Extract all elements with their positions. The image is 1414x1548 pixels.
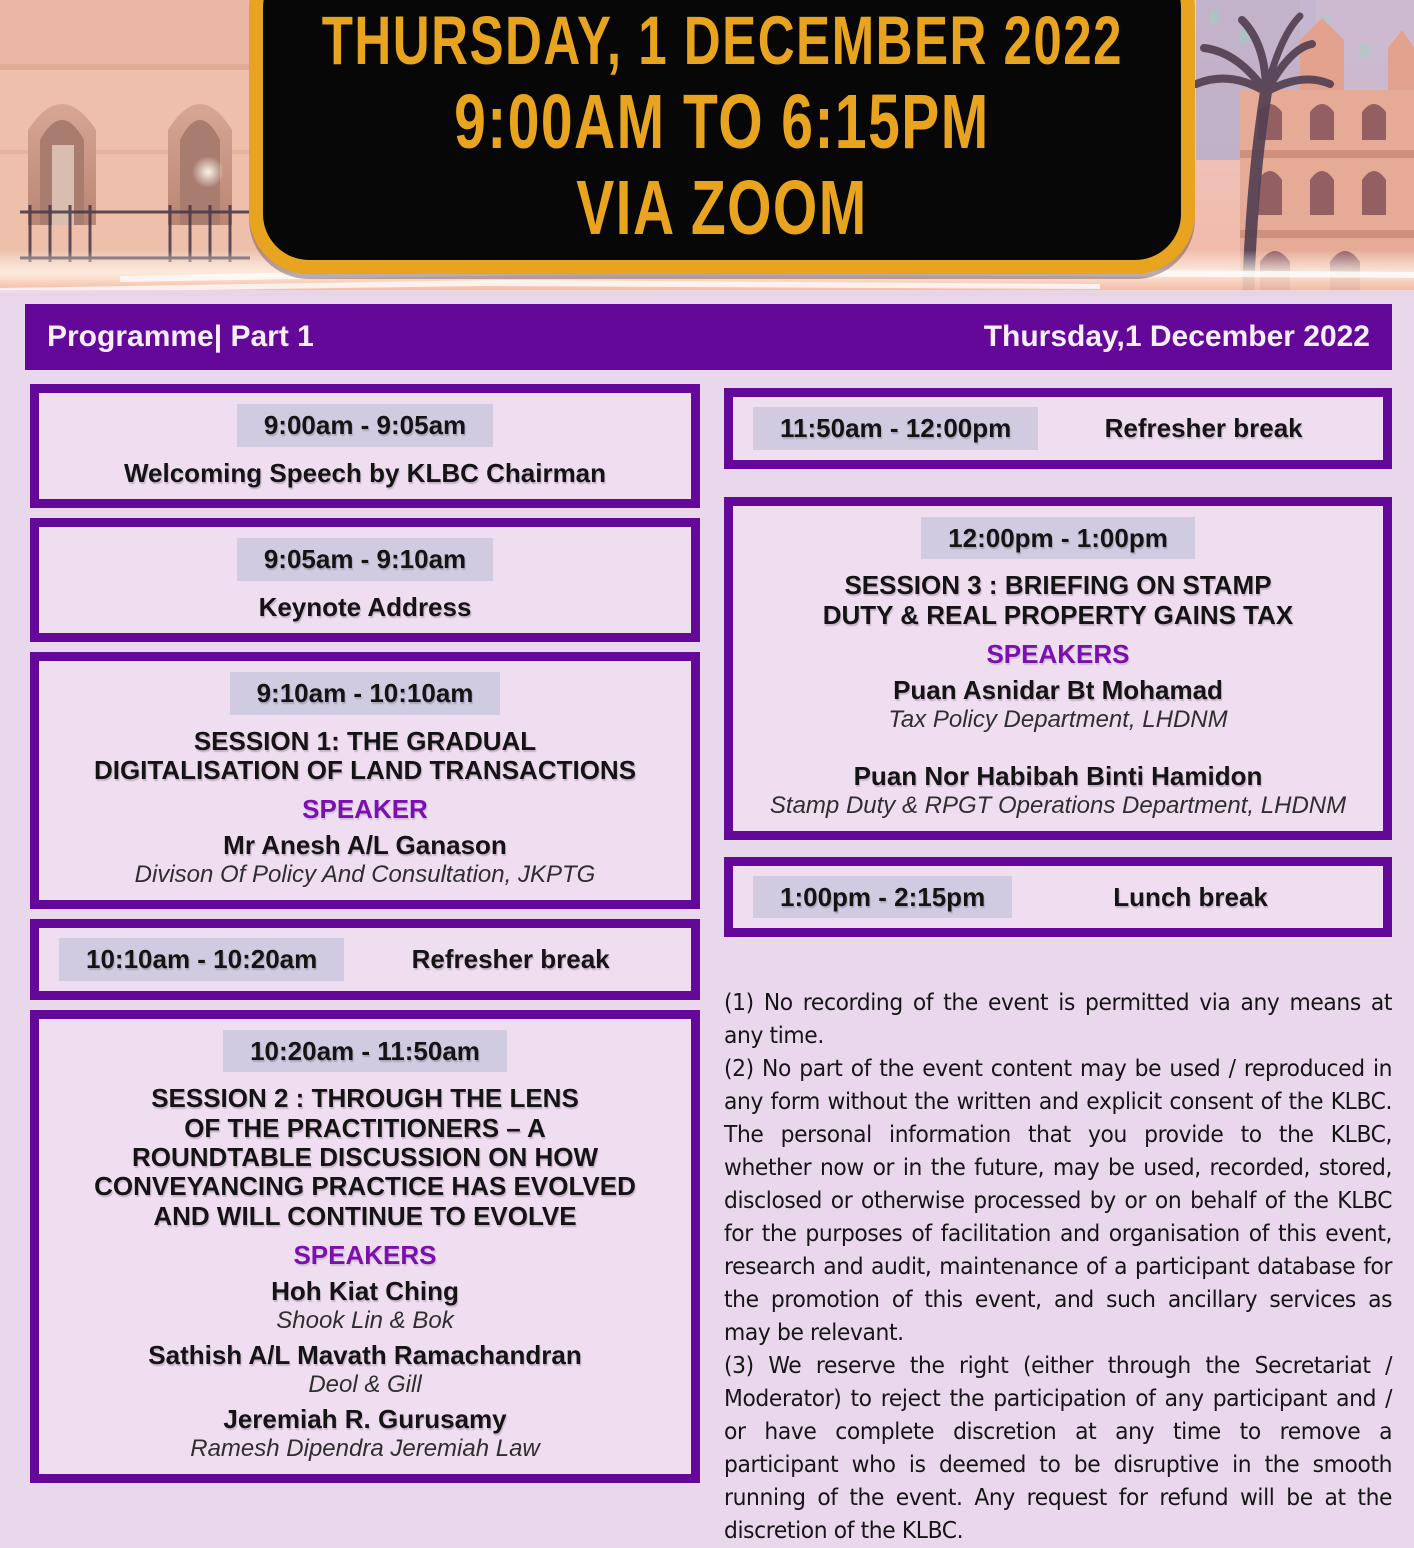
speaker-block xyxy=(749,762,1367,820)
speaker-block xyxy=(55,1277,675,1335)
time-pill: 9:10am - 10:10am xyxy=(230,672,501,715)
time-pill: 10:20am - 11:50am xyxy=(223,1030,507,1073)
speaker-block xyxy=(55,1405,675,1463)
speaker-name: Jeremiah R. Gurusamy xyxy=(223,1404,507,1435)
time-pill: 1:00pm - 2:15pm xyxy=(753,876,1012,919)
note-paragraph: (2) No part of the event content may be used / reproduced in any form without the written and explicit consent of the KLBC. The personal information that you provide to the KLBC, whether now or in the future, may be used, recorded, stored, disclosed or otherwise processed by or on behalf of the KLBC for the purposes of facilitation and organisation of this event, research and audit, maintenance of a participant database for the promotion of this event, and such ancillary services as may be relevant. xyxy=(724,1056,1393,1347)
speaker-name: Puan Asnidar Bt Mohamad xyxy=(893,674,1223,705)
time-pill: 12:00pm - 1:00pm xyxy=(921,517,1195,560)
speaker-affiliation: Stamp Duty & RPGT Operations Department, LHDNM xyxy=(769,791,1347,819)
session-title: SESSION 3 : BRIEFING ON STAMP DUTY & REAL PROPERTY GAINS TAX xyxy=(822,570,1294,630)
speakers-label: SPEAKERS xyxy=(986,638,1130,669)
session-title: Keynote Address xyxy=(258,591,472,622)
speaker-name: Puan Nor Habibah Binti Hamidon xyxy=(853,760,1263,791)
break-label: Refresher break xyxy=(411,943,610,974)
session-title: Welcoming Speech by KLBC Chairman xyxy=(123,457,607,488)
banner-platform-text: VIA ZOOM xyxy=(576,165,868,251)
time-pill: 9:05am - 9:10am xyxy=(237,538,493,581)
programme-date: Thursday,1 December 2022 xyxy=(983,320,1370,353)
notes-block xyxy=(724,987,1392,1548)
schedule-box xyxy=(30,518,700,642)
break-label: Refresher break xyxy=(1104,412,1303,443)
banner-platform-line xyxy=(525,165,919,251)
speaker-affiliation: Shook Lin & Bok xyxy=(276,1307,454,1335)
speakers-list xyxy=(55,1277,675,1463)
banner-time-line xyxy=(360,79,1084,165)
speakers-list xyxy=(749,676,1367,820)
speakers-list xyxy=(55,831,675,889)
schedule-box xyxy=(30,652,700,909)
schedule-box xyxy=(724,497,1392,840)
programme-title: Programme| Part 1 xyxy=(47,320,314,353)
note-paragraph: (3) We reserve the right (either through the Secretariat / Moderator) to reject the participation of any participant and / or have complete discretion at any time to remove a participant who is deemed to be disruptive in the smooth running of the event. Any request for refund will be at the discretion of the KLBC. xyxy=(724,1353,1393,1545)
note-paragraph: (1) No recording of the event is permitted via any means at any time. xyxy=(724,990,1393,1050)
speaker-name: Hoh Kiat Ching xyxy=(271,1276,459,1307)
time-pill: 10:10am - 10:20am xyxy=(59,938,344,981)
speaker-affiliation: Divison Of Policy And Consultation, JKPTG xyxy=(134,861,596,889)
speaker-name: Sathish A/L Mavath Ramachandran xyxy=(148,1340,582,1371)
banner-time-text: 9:00AM TO 6:15PM xyxy=(454,79,990,165)
speaker-affiliation: Ramesh Dipendra Jeremiah Law xyxy=(190,1435,540,1463)
speakers-label: SPEAKER xyxy=(302,794,428,825)
speaker-affiliation: Tax Policy Department, LHDNM xyxy=(888,705,1228,733)
speaker-block xyxy=(55,1341,675,1399)
schedule-box xyxy=(724,857,1392,938)
schedule-box xyxy=(30,919,700,1000)
speaker-block xyxy=(749,676,1367,734)
programme-header xyxy=(25,304,1392,370)
speakers-label: SPEAKERS xyxy=(293,1240,437,1271)
speaker-name: Mr Anesh A/L Ganason xyxy=(223,830,507,861)
speaker-affiliation: Deol & Gill xyxy=(308,1371,422,1399)
schedule-box xyxy=(30,384,700,508)
time-pill: 9:00am - 9:05am xyxy=(237,404,493,447)
banner-date-text: THURSDAY, 1 DECEMBER 2022 xyxy=(321,2,1123,79)
event-banner xyxy=(249,0,1195,274)
time-pill: 11:50am - 12:00pm xyxy=(753,407,1038,450)
session-title: SESSION 1: THE GRADUAL DIGITALISATION OF LAND TRANSACTIONS xyxy=(93,725,637,785)
schedule-box xyxy=(30,1010,700,1483)
speaker-block xyxy=(55,831,675,889)
session-title: SESSION 2 : THROUGH THE LENS OF THE PRACTITIONERS – A ROUNDTABLE DISCUSSION ON HOW CONVEYANCING PRACTICE HAS EVOLVED AND WILL CONTINUE TO EVOLVE xyxy=(94,1083,636,1231)
schedule-column-right xyxy=(724,388,1392,1548)
break-label: Lunch break xyxy=(1113,881,1268,912)
schedule-column-left xyxy=(30,384,700,1493)
banner-date-line xyxy=(181,2,1264,79)
schedule-box xyxy=(724,388,1392,469)
